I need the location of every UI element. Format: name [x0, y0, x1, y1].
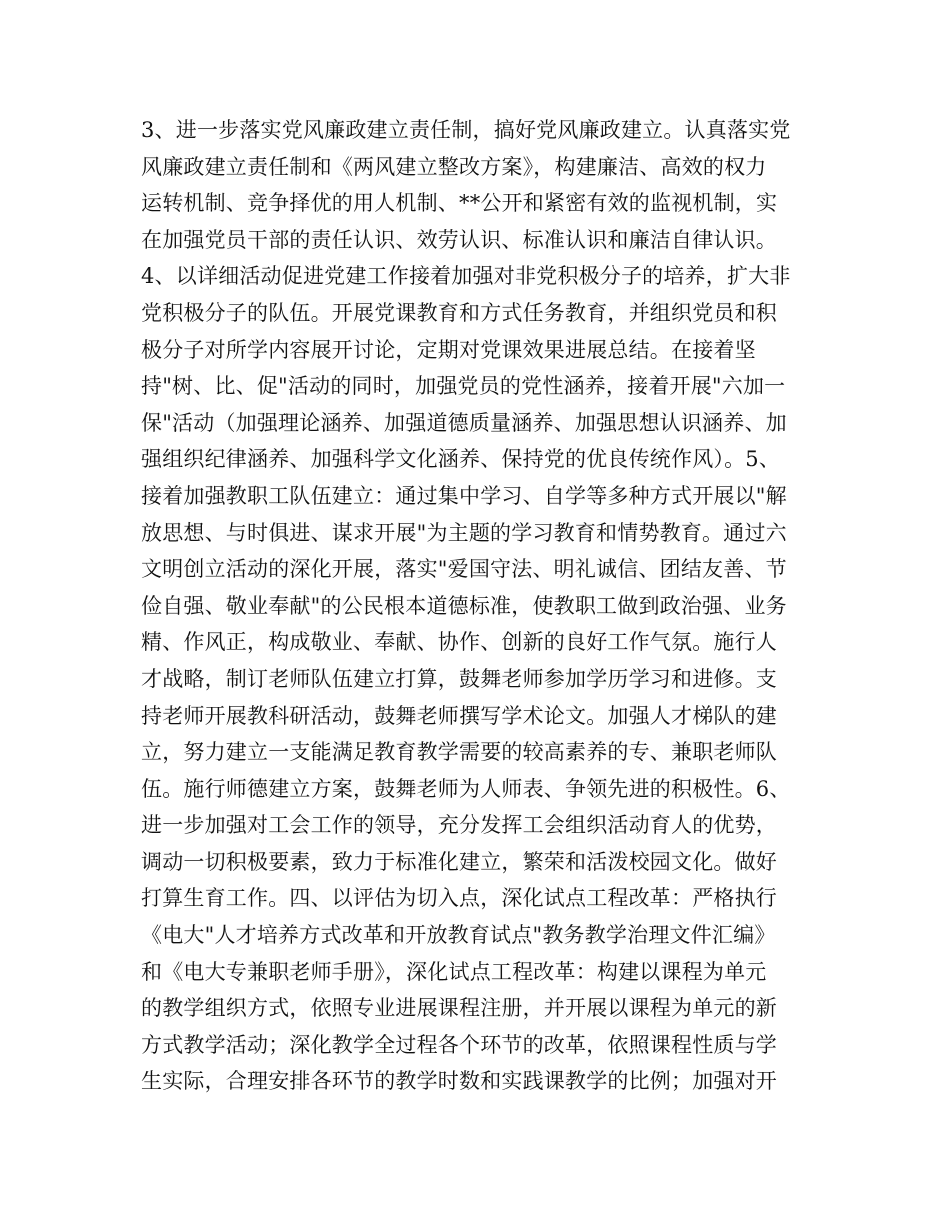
text-line: 放思想、与时俱进、谋求开展"为主题的学习教育和情势教育。通过六 [141, 520, 787, 545]
text-line: 运转机制、竞争择优的用人机制、**公开和紧密有效的监视机制，实 [141, 191, 778, 216]
text-line: 《电大"人才培养方式改革和开放教育试点"教务教学治理文件汇编》 [141, 923, 776, 948]
text-line: 立，努力建立一支能满足教育教学需要的较高素养的专、兼职老师队 [141, 740, 777, 765]
text-line: 进一步加强对工会工作的领导，充分发挥工会组织活动育人的优势， [141, 813, 777, 838]
text-line: 伍。施行师德建立方案，鼓舞老师为人师表、争领先进的积极性。6、 [141, 776, 791, 801]
text-line: 生实际，合理安排各环节的教学时数和实践课教学的比例；加强对开 [141, 1069, 777, 1094]
text-line: 风廉政建立责任制和《两风建立整改方案》，构建廉洁、高效的权力 [141, 154, 767, 179]
text-line: 才战略，制订老师队伍建立打算，鼓舞老师参加学历学习和进修。支 [141, 666, 777, 691]
text-line: 持"树、比、促"活动的同时，加强党员的党性涵养，接着开展"六加一 [141, 374, 786, 399]
text-line: 俭自强、敬业奉献"的公民根本道德标准，使教职工做到政治强、业务 [141, 593, 787, 618]
text-line: 文明创立活动的深化开展，落实"爱国守法、明礼诚信、团结友善、节 [141, 557, 787, 582]
text-line: 3、进一步落实党风廉政建立责任制，搞好党风廉政建立。认真落实党 [141, 118, 791, 142]
document-body [141, 112, 831, 1100]
text-line: 极分子对所学内容展开讨论，定期对党课效果进展总结。在接着坚 [141, 337, 756, 362]
text-line: 方式教学活动；深化教学全过程各个环节的改革，依照课程性质与学 [141, 1032, 777, 1057]
text-line: 打算生育工作。四、以评估为切入点，深化试点工程改革：严格执行 [141, 886, 777, 911]
text-line: 4、以详细活动促进党建工作接着加强对非党积极分子的培养，扩大非 [141, 264, 791, 289]
text-line: 保"活动（加强理论涵养、加强道德质量涵养、加强思想认识涵养、加 [141, 410, 787, 435]
text-line: 接着加强教职工队伍建立：通过集中学习、自学等多种方式开展以"解 [141, 483, 787, 508]
text-line: 强组织纪律涵养、加强科学文化涵养、保持党的优良传统作风）。5、 [141, 447, 781, 472]
text-line: 党积极分子的队伍。开展党课教育和方式任务教育，并组织党员和积 [141, 300, 777, 325]
text-line: 持老师开展教科研活动，鼓舞老师撰写学术论文。加强人才梯队的建 [141, 703, 777, 728]
text-line: 精、作风正，构成敬业、奉献、协作、创新的良好工作气氛。施行人 [141, 630, 777, 655]
text-line: 调动一切积极要素，致力于标准化建立，繁荣和活泼校园文化。做好 [141, 849, 777, 874]
text-line: 在加强党员干部的责任认识、效劳认识、标准认识和廉洁自律认识。 [141, 227, 777, 252]
text-line: 的教学组织方式，依照专业进展课程注册，并开展以课程为单元的新 [141, 996, 777, 1021]
text-line: 和《电大专兼职老师手册》，深化试点工程改革：构建以课程为单元 [141, 959, 767, 984]
